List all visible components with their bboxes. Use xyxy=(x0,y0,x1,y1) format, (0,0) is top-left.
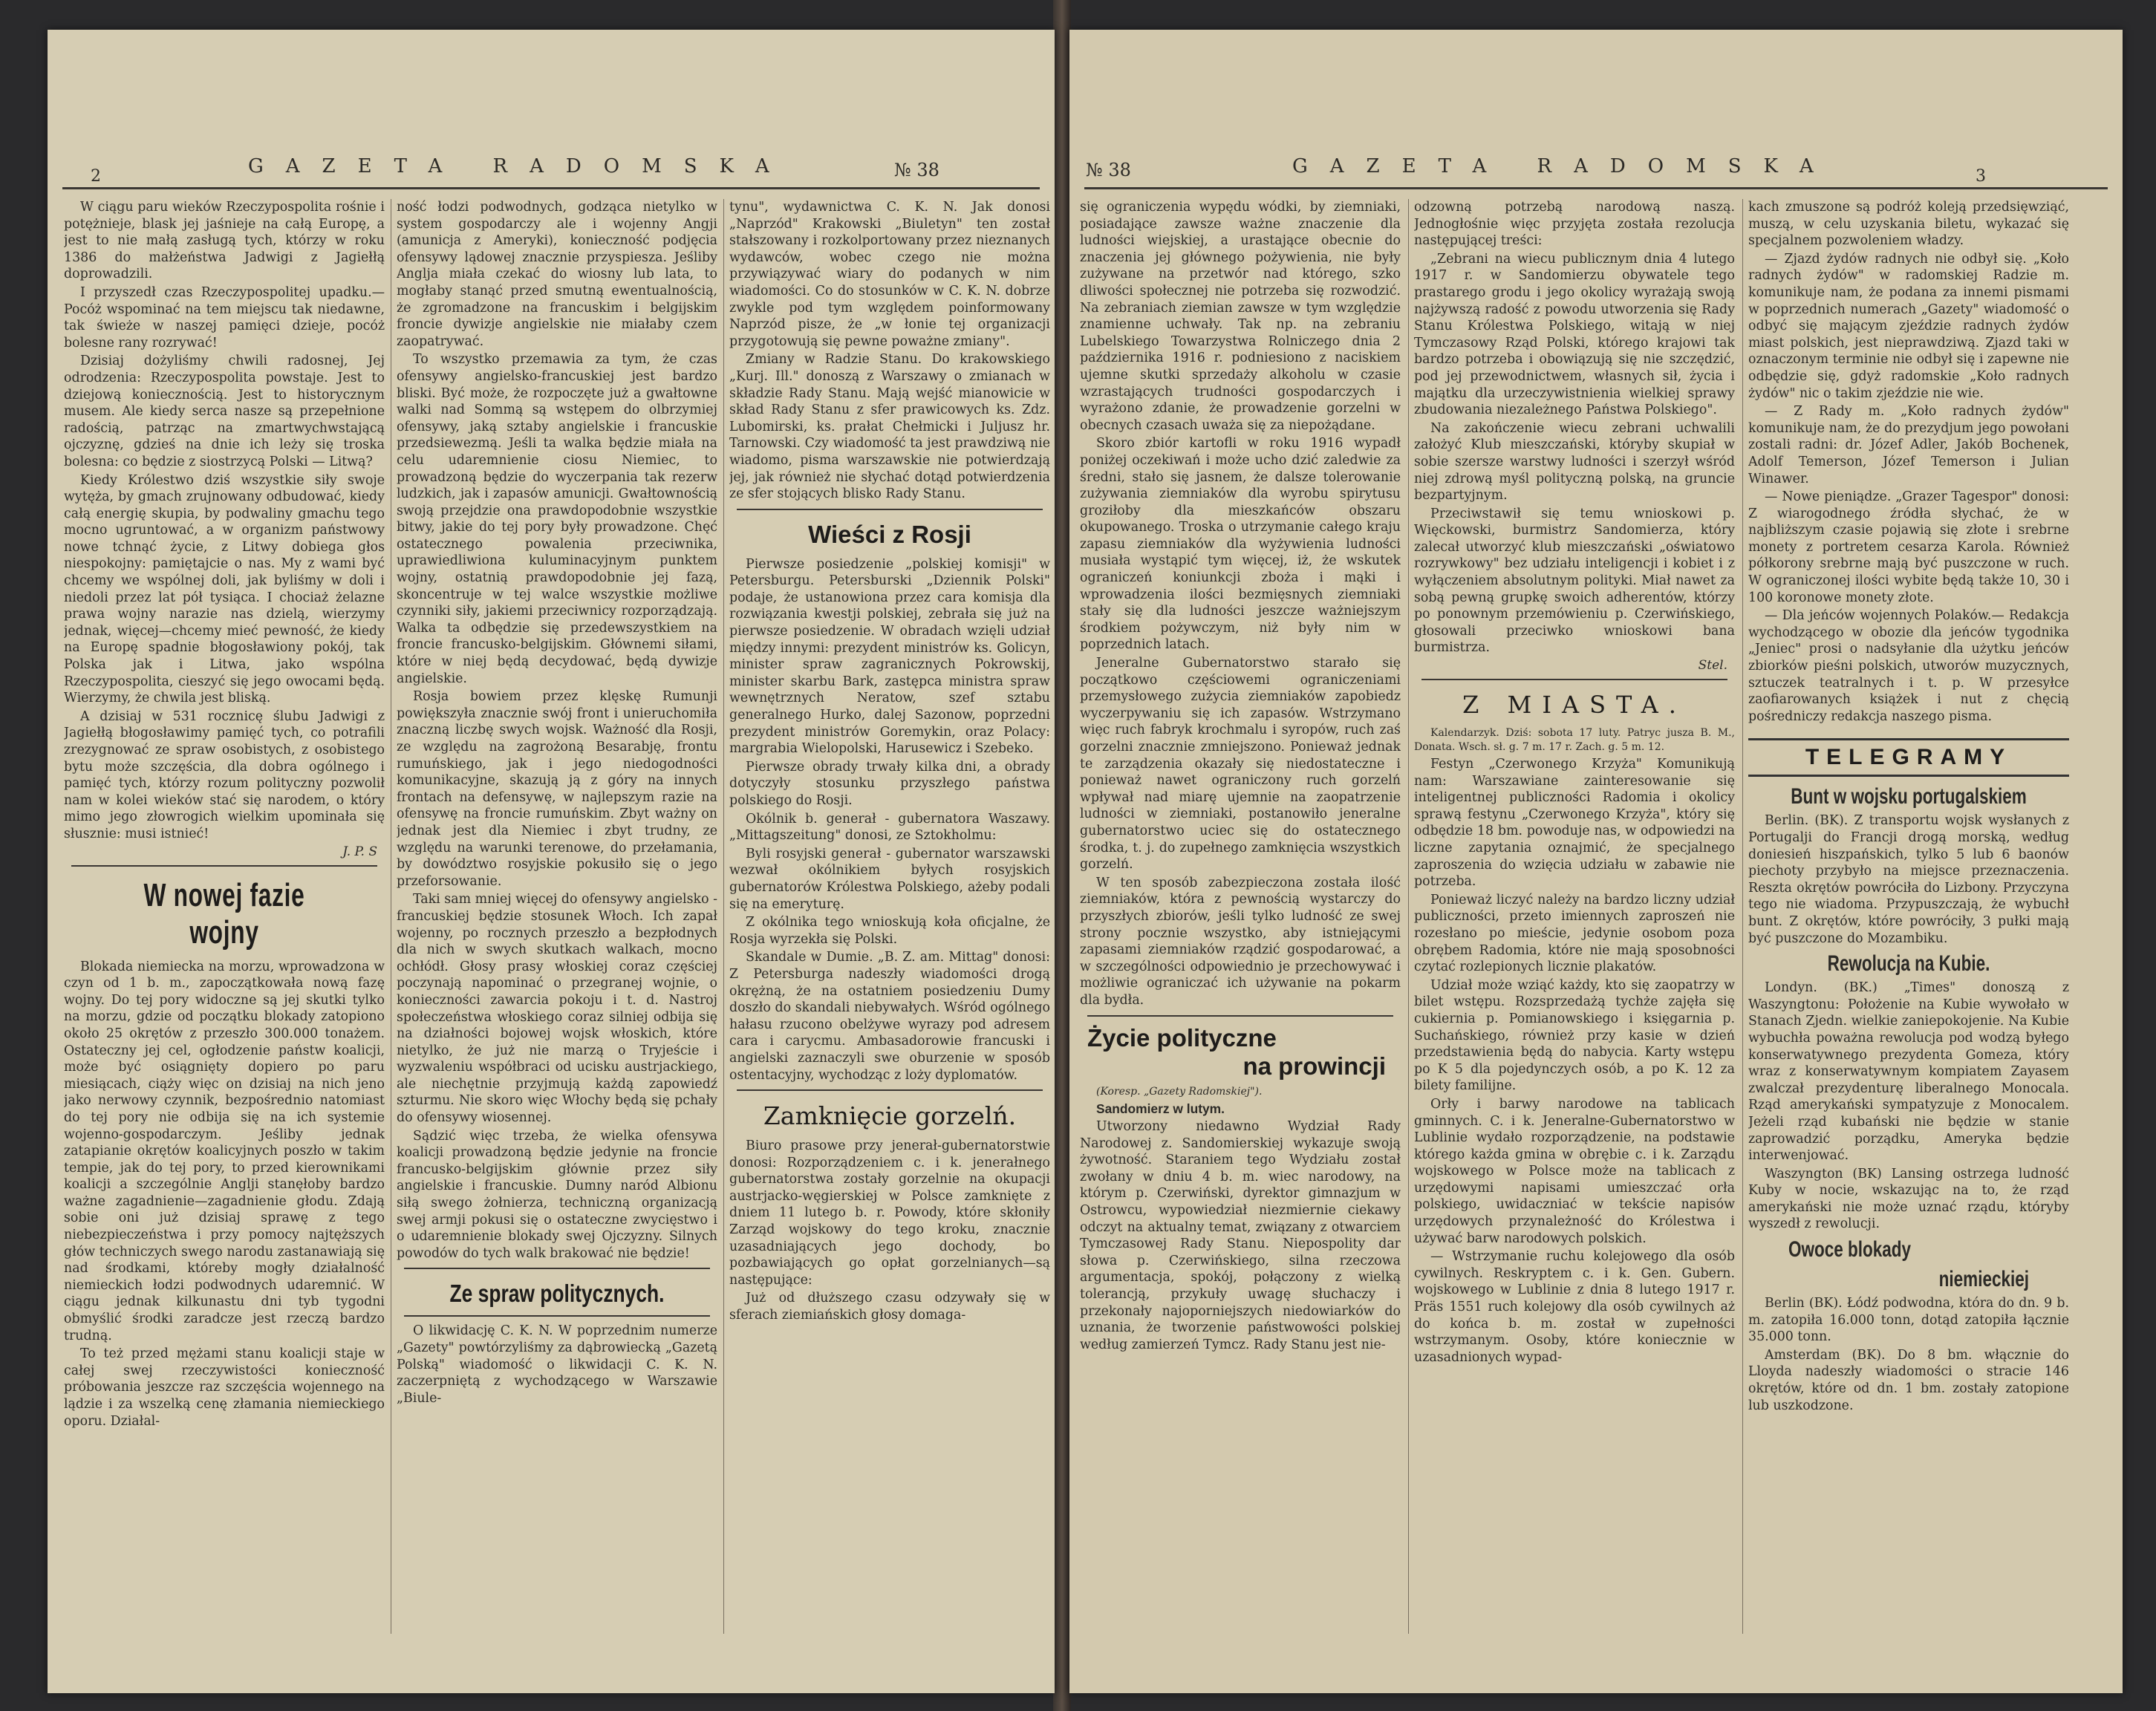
headline-city: Z MIASTA. xyxy=(1462,691,1687,720)
author-signature: J. P. S xyxy=(342,844,377,859)
article-paragraph: Sądzić więc trzeba, że wielka ofensywa koalicji prowadzoną będzie jedynie na froncie francusko-belgijskim głównie przez siły angielskie i francuskie. Dumny naród Albionu siłą swego żołnierza, techniczną organizacją swej armji pokusi się o ostateczne zwycięstwo i o udaremnienie blokady swej Ojczyzny. Silnych powodów do tych walk brakować nie będzie! xyxy=(397,1128,717,1261)
article-paragraph: — Nowe pieniądze. „Grazer Tagespor" donosi: Z wiarogodnego źródła słychać, że w najbliższym czasie pojawią się złote i srebrne monety z portretem cesarza Karola. Również półkorony srebrne mają być puszczone w ruch. W ograniczonej ilości wybite będą także 10, 30 i 100 koronowe monety złote. xyxy=(1748,489,2069,605)
page-number: 2 xyxy=(91,167,101,186)
article-paragraph: W ten sposób zabezpieczona została ilość ziemniaków, która z pewnością wystarczy do przyszłych zbiorów, jeśli tylko ludność ze swej strony pocznie wszystko, aby istniejącymi zapasami ziemniaków rządzić gospodarować, a w szczególności odpowiednio je przechowywać i możliwie ograniczać ich używanie na pokarm dla bydła. xyxy=(1080,875,1401,1008)
page-header xyxy=(48,137,1055,186)
divider xyxy=(1087,1015,1393,1017)
article-paragraph: Pierwsze posiedzenie „polskiej komisji" w Petersburgu. Petersburski „Dziennik Polski" podaje, że ustanowiona przez cara komisja dla rozwiązania kwestji polskiej, zebrała się już na pierwsze posiedzenie. W obradach wzięli udział między innymi: prezydent ministrów ks. Golicyn, minister spraw zagranicznych Pokrowskij, minister skarbu Bark, zastępca ministra spraw wewnętrznych Neratow, szef sztabu generalnego Hurko, dalej Sazonow, poprzedni prezydent ministrów Goremykin, oraz Polacy: margrabia Wielopolski, Harusewicz i Szebeko. xyxy=(729,556,1050,757)
article-paragraph: Rosja bowiem przez klęskę Rumunji powiększyła znacznie swój front i unieruchomiła znaczną liczbę swych wojsk. Ważność dla Rosji, ze względu na zagrożoną Besarabję, frontu rumuńskiego, jak i jego niedogodności komunikacyjne, skazują ją z góry na innych frontach na defensywę, w najlepszym razie na ofensywę na froncie rumuńskim. Zbyt ważny on jednak jest dla Niemiec i zbyt trudny, ze względu na warunki terenowe, do przełamania, by dowództwo rosyjskie pokusiło się o jego przeforsowanie. xyxy=(397,689,717,889)
article-paragraph: Już od dłuższego czasu odzywały się w sferach ziemiańskich głosy domaga- xyxy=(729,1291,1050,1323)
article-paragraph: się ograniczenia wypędu wódki, by ziemniaki, posiadające zawsze ważne znaczenie dla ludności wiejskiej, a urastające obecnie do znaczenia jej głównego pożywienia, nie były zużywane na przetwór nad którego, szko dliwości społecznej nie potrzeba się rozwodzić. Na zebraniach ziemian zawsze w tym względzie znamienne uchwały. Tak np. na zebraniu Lubelskiego Towarzystwa Rolniczego dnia 2 października 1916 r. podniesiono z naciskiem ujemne skutki sprzedaży alkoholu w czasie wzrastających trudności gospodarczych i wyrażono zdanie, że prowadzenie gorzelni w obecnych czasach uważa się za niepożądane. xyxy=(1080,200,1401,433)
divider xyxy=(71,865,377,867)
telegram-paragraph: Berlin (BK). Łódź podwodna, która do dn. 9 b. m. zatopiła 16.000 tonn, dotąd zatopiła łącznie 35.000 tonn. xyxy=(1748,1296,2069,1345)
telegram-paragraph: Londyn. (BK.) „Times" donoszą z Waszyngtonu: Położenie na Kubie wywołało w Stanach Zjedn. wielkie zaniepokojenie. Na Kubie wybuchła poważna rewolucja pod wodzą byłego konserwatywnego prezydenta Gomeza, który wraz z konserwatywnym kompiatem Zayasem zwalczał prezydenturę liberalnego Monocala. Rząd amerykański sympatyzuje z Monocalem. Jeżeli rząd kubański nie będzie w stanie zaprowadzić porządku, Ameryka będzie interwenjować. xyxy=(1748,980,2069,1164)
article-paragraph: — Z Rady m. „Koło radnych żydów" komunikuje nam, że do prezydjum jego powołani zostali radni: dr. Józef Adler, Jakób Bochenek, Adolf Temerson, Józef Temerson i Julian Winawer. xyxy=(1748,404,2069,486)
article-paragraph: Pierwsze obrady trwały kilka dni, a obrady dotyczyły stosunku przyszłego państwa polskiego do Rosji. xyxy=(729,759,1050,808)
article-paragraph: kach zmuszone są podróż koleją przedsięwziąć, muszą, w celu uzyskania biletu, wykazać się specjalnem pozwoleniem władzy. xyxy=(1748,200,2069,249)
issue-number: № 38 xyxy=(1086,160,1131,180)
article-paragraph: tynu", wydawnictwa C. K. N. Jak donosi „Naprzód" Krakowski „Biuletyn" ten został stałszowany i rozkolportowany przez nieznanych wydawców, wobec czego nie można przywiązywać wiary do podanych w nim wiadomości. Co do stosunków w C. K. N. dobrze zwykle pod tym względem poinformowany Naprzód pisze, że „w łonie tej organizacji przygotowują się pewne poważne zmiany". xyxy=(729,200,1050,349)
right-page xyxy=(1069,30,2123,1693)
author-signature: Stel. xyxy=(1698,658,1727,674)
article-paragraph: Na zakończenie wiecu zebrani uchwalili założyć Klub mieszczański, któryby skupiał w sobie szersze warstwy ludności i szerzył wśród niej zdrową myśl polityczną polską, na gruncie bezpartyjnym. xyxy=(1414,420,1735,503)
article-paragraph: Dzisiaj dożyliśmy chwili radosnej, Jej odrodzenia: Rzeczypospolita powstaje. Jest to dziejową koniecznością. Jest to historycznym musem. Ale kiedy serca nasze są przepełnione radością, patrząc na zmartwychwstającą ojczyznę, gdzieś na dnie ich leży się troska bolesna: co będzie z siostrzycą Polski — Litwą? xyxy=(64,353,385,469)
article-paragraph: Ponieważ liczyć należy na bardzo liczny udział publiczności, przeto imiennych zaproszeń nie rozesłano po mieście, jedynie osobom poza obrębem Radomia, które nie mają sposobności czytać rozlepionych licznie plakatów. xyxy=(1414,892,1735,975)
left-column-1 xyxy=(64,199,385,1634)
article-paragraph: Taki sam mniej więcej do ofensywy angielsko - francuskiej będzie stosunek Włoch. Ich zapał wojenny, po rocznych przeszło a bezpłodnych dla nich w swych skutkach walkach, mocno ochłódł. Głosy prasy włoskiej coraz częściej poczynają napominać o przegranej wojnie, o konieczności zawarcia pokoju i t. d. Nastroj społeczeństwa włoskiego coraz silniej odbija się na działności bojowej wojsk włoskich, które nietylko, że już nie marzą o Tryjeście i wyzwaleniu współbraci od ucisku austrjackiego, ale niechętnie przyjmują każdą zapowiedź szturmu. Nie skoro więc Włochy będą się pchały do ofensywy wiosennej. xyxy=(397,892,717,1126)
article-paragraph: Orły i barwy narodowe na tablicach gminnych. C. i k. Jeneralne-Gubernatorstwo w Lublinie wydało rozporządzenie, na podstawie którego każda gmina w obrębie c. i k. Zarządu wojskowego w Polsce może na tablicach z urzędowymi napisami umieszczać orła polskiego, uwidaczniać w tekście napisów urzędowych przynależność do Królestwa i używać barw narodowych polskich. xyxy=(1414,1096,1735,1246)
dateline: Sandomierz w lutym. xyxy=(1096,1101,1225,1116)
column-rule xyxy=(1742,199,1743,1634)
article-paragraph: Z okólnika tego wnioskują koła oficjalne, że Rosja wyrzekła się Polski. xyxy=(729,915,1050,947)
article-paragraph: Zmiany w Radzie Stanu. Do krakowskiego „Kurj. Ill." donoszą z Warszawy o zmianach w składzie Rady Stanu. Mają wejść mianowicie w skład Rady Stanu z sfer prawicowych ks. Zdz. Lubomirski, ks. prałat Chełmicki i Juljusz hr. Tarnowski. Czy wiadomość ta jest prawdziwą nie wiadomo, pisma warszawskie nie potwierdzają jej, jak również nie słychać dotąd potwierdzenia ze sfer stojących blisko Rady Stanu. xyxy=(729,352,1050,502)
article-paragraph: Skandale w Dumie. „B. Z. am. Mittag" donosi: Z Petersburga nadeszły wiadomości drogą okrężną, że na ostatniem posiedzeniu Dumy doszło do skandali niebywałych. Wśród ogólnego hałasu rzucono obelżywe wyrazy pod adresem cara i carycmu. Ambasadorowie francuski i angielski zaznaczyli swe oburzenie w sposób ostentacyjny, wychodząc z loży dyplomatów. xyxy=(729,950,1050,1083)
headline-distillery: Zamknięcie gorzelń. xyxy=(763,1101,1017,1131)
article-paragraph: „Zebrani na wiecu publicznym dnia 4 lutego 1917 r. w Sandomierzu obywatele tego prastarego grodu i jego okolicy wyrażają swoją najżywszą radość z powodu utworzenia się Rady Stanu Królestwa Polskiego, witają w niej Tymczasowy Rząd Polski, którego krajowi tak bardzo potrzeba i obowiązują się nie szczędzić, pod jej przewodnictwem, własnych sił, życia i majątku dla urzeczywistnienia wielkiej sprawy zbudowania niezależnego Państwa Polskiego". xyxy=(1414,251,1735,418)
article-paragraph: Biuro prasowe przy jenerał-gubernatorstwie donosi: Rozporządzeniem c. i k. jenerałnego gubernatorstwa zostały gorzelnie na okupacji austrjacko-węgierskiej w Polsce zamknięte z dniem 11 lutego b. r. Powody, które skłoniły Zarząd wojskowy do tego kroku, znacznie uzasadniających jego dochody, bo pozbawiających go opłat gorzelnianych—są następujące: xyxy=(729,1138,1050,1288)
book-spine xyxy=(1053,0,1071,1711)
telegram-paragraph: Waszyngton (BK) Lansing ostrzega ludność Kuby w nocie, wskazując na to, że rząd amerykański nie może uznać rządu, któryby wyszedł z rewolucji. xyxy=(1748,1166,2069,1232)
headline-political-life: Życie polityczne xyxy=(1087,1023,1277,1052)
divider xyxy=(404,1268,710,1269)
issue-number: № 38 xyxy=(894,160,939,180)
headline-telegrams: TELEGRAMY xyxy=(1748,738,2069,777)
divider xyxy=(1421,679,1727,680)
article-paragraph: — Wstrzymanie ruchu kolejowego dla osób cywilnych. Reskryptem c. i k. Gen. Gubern. wojskowego w Lublinie z dnia 8 lutego 1917 r. Präs 1551 ruch kolejowy dla osób cywilnych aż do końca b. m. został w zupełności wstrzymanym. Osoby, które koniecznie w uzasadnionych wypad- xyxy=(1414,1249,1735,1365)
article-paragraph: W ciągu paru wieków Rzeczypospolita rośnie i potężnieje, blask jej jaśnieje na całą Europę, a jest to nie małą zasługą tych, którzy w roku 1386 do małżeństwa Jadwigi z Jagiełłą doprowadzili. xyxy=(64,200,385,282)
article-paragraph: Udział może wziąć każdy, kto się zaopatrzy w bilet wstępu. Rozsprzedażą tychże zajęła się cukiernia p. Pomianowskiego i księgarnia p. Suchańskiego, również przy kasie w dzień przedstawienia będą do nabycia. Karty wstępu po K 5 dla pojedynczych osób, a po K. 12 za bilety familijne. xyxy=(1414,977,1735,1094)
page-number: 3 xyxy=(1976,167,1986,186)
subheadline-blockade: Owoce blokady xyxy=(1788,1237,1912,1262)
divider xyxy=(737,509,1043,510)
headline-provinces: na prowincji xyxy=(1243,1052,1386,1080)
telegram-paragraph: Amsterdam (BK). Do 8 bm. włącznie do Lloyda nadeszły wiadomości o stracie 146 okrętów, które od dn. 1 bm. zostały zatopione lub uszkodzone. xyxy=(1748,1347,2069,1413)
headline-politics: Ze spraw politycznych. xyxy=(449,1280,665,1308)
article-paragraph: I przyszedł czas Rzeczypospolitej upadku.—Pocóż wspominać na tem miejscu tak niedawne, tak świeże w naszej pamięci dzieje, pocóż bolesne rany rozrywać! xyxy=(64,284,385,351)
article-paragraph: — Zjazd żydów radnych nie odbył się. „Koło radnych żydów" w radomskiej Radzie m. komunikuje nam, że podana za innemi pismami w poprzednich numerach „Gazety" wiadomość o odbyć się mającym zjeździe radnych żydów miast polskich, jest nieprawdziwą. Zjazd taki w oznaczonym terminie nie odbył się i zapewne nie odbędzie się, gdyż radomskie „Koło radnych żydów" nic o takim zjeździe nie wie. xyxy=(1748,251,2069,401)
article-paragraph: Kiedy Królestwo dziś wszystkie siły swoje wytęża, by gmach zrujnowany odbudować, kiedy całą energię skupia, by podwaliny gmachu tego mocno ugruntować, a w organizm państwowy nowe tchnąć życie, z Litwy dobiega głos niespokojny: pamiętajcie o nas. My z wami być chcemy we wspólnej doli, jak byliśmy w doli i niedoli przez lat pół tysiąca. I chociaż żelazne prawa wojny narazie nas dzielą, wierzymy jednak, więcej—chcemy mieć pewność, że kiedy na Europę spadnie błogosławiony pokój, tak Polska jak i Litwa, jako wspólna Rzeczypospolita, cieszyć się jego owocami będą. Wierzymy, że chwila jest bliską. xyxy=(64,472,385,706)
article-paragraph: Okólnik b. generał - gubernatora Waszawy. „Mittagszeitung" donosi, ze Sztokholmu: xyxy=(729,811,1050,844)
article-paragraph: To też przed mężami stanu koalicji staje w całej swej rzeczywistości konieczność próbowania jeszcze raz szczęścia wojennego na lądzie i za wszelką cenę złamania niemieckiego oporu. Działal- xyxy=(64,1346,385,1429)
right-column-2 xyxy=(1414,199,1735,1634)
article-paragraph: ność łodzi podwodnych, godząca nietylko w system gospodarczy ale i wojenny Angji (amunicja z Ameryki), konieczność podjęcia ofensywy lądowej znacznie przyspiesza. Jeśliby Anglja miała czekać do wiosny lub lata, to mogłaby stanąć przed smutną ewentualnością, że zgromadzone na francuskim i belgijskim froncie dywizje angielskie nie miałaby czem zaopatrywać. xyxy=(397,200,717,349)
article-paragraph: Byli rosyjski generał - gubernator warszawski wezwał okólnikiem byłych rosyjskich gubernatorów Królestwa Polskiego, ażeby podali się na emeryturę. xyxy=(729,846,1050,912)
calendar-note: Kalendarzyk. Dziś: sobota 17 luty. Patryc jusza B. M., Donata. Wsch. sł. g. 7 m. 17 r. Zach. g. 5 m. 12. xyxy=(1414,727,1735,754)
article-paragraph: A dzisiaj w 531 rocznicę ślubu Jadwigi z Jagiełłą błogosławimy pamięć tych, co potrafili zrezygnować ze spraw osobistych, z osobistego bytu może szczęścia, dla dobra ogólnego i pamięć tych, którzy rozum polityczny pozwolił nam w kolei wieków stać się narodem, o który mimo jego złowrogich wielkim upominała się słusznie: musi istnieć! xyxy=(64,708,385,841)
left-column-2 xyxy=(397,199,717,1634)
page-header xyxy=(1069,137,2123,186)
article-paragraph: Blokada niemiecka na morzu, wprowadzona w czyn od 1 b. m., zapoczątkowała nową fazę wojny. Do tej pory widoczne są jej skutki tylko na morzu, gdzie od początku blokady zatopiono około 25 okrętów z przeszło 300.000 tonażem. Ostateczny jej cel, ogłodzenie państw koalicji, może być osiągnięty dopiero po paru miesiącach, ciąży więc on dzisiaj na nich jeno jako nerwowy czynnik, bezpośrednio natomiast do tej pory nie odbija się na ich systemie wojenno-gospodarczym. Jeśliby jednak zatapianie okrętów koalicyjnych poszło w takim tempie, jak do tej pory, to przed kierownikami koalicji a szczególnie Anglji stanęłoby bardzo ważne zagadnienie—zagadnienie głodu. Zdają sobie oni już dzisiaj sprawę z tego niebezpieczeństwa i przy pomocy najtęższych głów techniczych swego narodu zastanawiają się nad środkami, któreby mogły działalność niemieckich łodzi podwodnych udaremnić. W ciągu jednak kilkunastu dni tyb tygodni obmyślić środki zaradcze jest rzeczą bardzo trudną. xyxy=(64,959,385,1343)
article-paragraph: To wszystko przemawia za tym, że czas ofensywy angielsko-francuskiej jest bardzo bliski. Być może, że rozpoczęte już a gwałtowne walki nad Sommą są wstępem do olbrzymiej ofensywy, jaką sztaby angielskie i francuskie przedsiewezmą. Jeśli ta walka będzie miała na celu udaremnienie ciosu Niemiec, to prowadzoną będzie do wyczerpania tak rezerw ludzkich, jak i zapasów amunicji. Gwałtownością swoją przejdzie ona prawdopodobnie wszystkie bitwy, jakie do tej pory były prowadzone. Chęć ostatecznego powalenia przeciwnika, uprawiedliwiona kuluminacyjnym punktem wojny, ostatnią prawdopodobnie jej fazą, skoncentruje w tej walce wszystkie możliwe czynniki siły, jakiemi przeciwnicy rozporządzają. Walka ta odbędzie się przedewszystkiem na froncie francusko-belgijskim. Głównemi siłami, które w niej będą decydować, będą dywizje angielskie. xyxy=(397,352,717,686)
masthead: GAZETA RADOMSKA xyxy=(248,155,792,177)
article-paragraph: Skoro zbiór kartofli w roku 1916 wypadł poniżej oczekiwań i może ucho dzić zaledwie za średni, stało się jasnem, że dalsze tolerowanie zużywania ziemniaków dla wyrobu spirytusu groziłoby dla mieszkańców obszaru okupowanego. Troska o utrzymanie całego kraju zapasu ziemniaków dla wyżywienia ludności musiała wystąpić tym więcej, iż, że wskutek ograniczeń koniunkcji zboża i mąki i wprowadzenia ilości bezmięsnych ziemniaki stały się dla ludności jeszcze ważniejszym środkiem pożywczym, niż były nim w poprzednich latach. xyxy=(1080,436,1401,653)
subheadline-portugal: Bunt w wojsku portugalskiem xyxy=(1791,784,2027,809)
left-page xyxy=(48,30,1055,1693)
telegram-paragraph: Berlin. (BK). Z transportu wojsk wysłanych z Portugalji do Francji drogą morską, według doniesień hiszpańskich, tylko 5 lub 6 baonów piechoty przybyło na miejsce przeznaczenia. Reszta okrętów powróciła do Lizbony. Przyczyna tego nie wiadoma. Przypuszczają, że wybuchł bunt. Z okrętów, które powróciły, 3 pułki mają być puszczone do Mozambiku. xyxy=(1748,813,2069,946)
article-paragraph: Przeciwstawił się temu wnioskowi p. Więckowski, burmistrz Sandomierza, który zalecał utworzyć klub mieszczański „oświatowo rozrywkowy" bez udziału inteligencji i kobiet i z wyłączeniem absolutnym polityki. Miał nawet za sobą pewną grupkę swoich adherentów, którzy po ponownym przemówieniu p. Czerwińskiego, głosowali przeciwko wnioskowi bana burmistrza. xyxy=(1414,506,1735,656)
subheadline-cuba: Rewolucja na Kubie. xyxy=(1827,951,1990,977)
subheadline-blockade-2: niemieckiej xyxy=(1938,1267,2029,1292)
left-column-3 xyxy=(729,199,1050,1634)
divider xyxy=(737,1089,1043,1091)
header-rule xyxy=(62,187,1040,189)
column-rule xyxy=(723,199,724,1634)
article-paragraph: odzowną potrzebą narodową naszą. Jednogłośnie więc przyjęta została rezolucja następującej treści: xyxy=(1414,200,1735,249)
article-paragraph: Utworzony niedawno Wydział Rady Narodowej z. Sandomierskiej wykazuje swoją żywotność. Staraniem tego Wydziału został zwołany w dniu 4 b. m. wiec narodowy, na którym p. Czerwiński, dyrektor gimnazjum w Ostrowcu, wypowiedział niezmiernie ciekawy odczyt na aktualny temat, związany z otwarciem Tymczasowej Rady Stanu. Niepospolity dar słowa p. Czerwińskiego, silna rzeczowa argumentacja, spokój, połączony z wielką tolerancją, przykuły uwagę słuchaczy i przekonały najoporniejszych niedowiarków do uznania, że tworzenie państwowości polskiej według zamierzeń Tymcz. Rady Stanu jest nie- xyxy=(1080,1119,1401,1352)
masthead: GAZETA RADOMSKA xyxy=(1292,155,1836,177)
article-paragraph: — Dla jeńców wojennych Polaków.— Redakcja wychodzącego w obozie dla jeńców tygodnika „Jeniec" prosi o nadsyłanie dla użytku jeńców zbiorków pieśni polskich, utworów muzycznych, sztuczek teatralnych i t. p. W przesyłce zaofiarowanych książek i nut z chęcią pośredniczy redakcja naszego pisma. xyxy=(1748,608,2069,724)
right-column-1 xyxy=(1080,199,1401,1634)
article-paragraph: Jeneralne Gubernatorstwo starało się początkowo częściowemi ograniczeniami przemysłowego zużycia ziemniaków zapobiedz wyczerpywaniu się ich zapasów. Wstrzymano więc ruch fabryk krochmalu i syropów, ruch zaś gorzelni znacznie zmniejszono. Ponieważ jednak te zarządzenia okazały się niedostateczne i ponieważ nawet ograniczony ruch gorzelń wpływał nad miarę ujemnie na zaopatrzenie ludności w ziemniaki, postanowiło jeneralne gubernatorstwo uciec się do ostatecznego środka, t. j. do zupełnego zamknięcia wszystkich gorzelń. xyxy=(1080,656,1401,873)
right-column-3 xyxy=(1748,199,2069,1634)
header-rule xyxy=(1084,187,2108,189)
headline-war: W nowej fazie wojny xyxy=(143,876,305,951)
headline-russia: Wieści z Rosji xyxy=(808,520,971,548)
correspondence-note: (Koresp. „Gazety Radomskiej"). xyxy=(1096,1085,1263,1098)
article-paragraph: Festyn „Czerwonego Krzyża" Komunikują nam: Warszawiane zainteresowanie się inteligentnej publiczności Radomia i okolicy sprawą festynu „Czerwonego Krzyża", który się odbędzie 18 bm. powoduje nas, w odpowiedzi na liczne zapytania oznajmić, że specjalnego zaproszenia do wzięcia udziału w zabawie nie potrzeba. xyxy=(1414,757,1735,890)
article-paragraph: O likwidację C. K. N. W poprzednim numerze „Gazety" powtórzyliśmy za dąbrowiecką „Gazetą Polską" wiadomość o likwidacji C. K. N. zaczerpniętą z wychodzącego w Warszawie „Biule- xyxy=(397,1323,717,1406)
divider xyxy=(404,1315,710,1317)
column-rule xyxy=(1408,199,1409,1634)
